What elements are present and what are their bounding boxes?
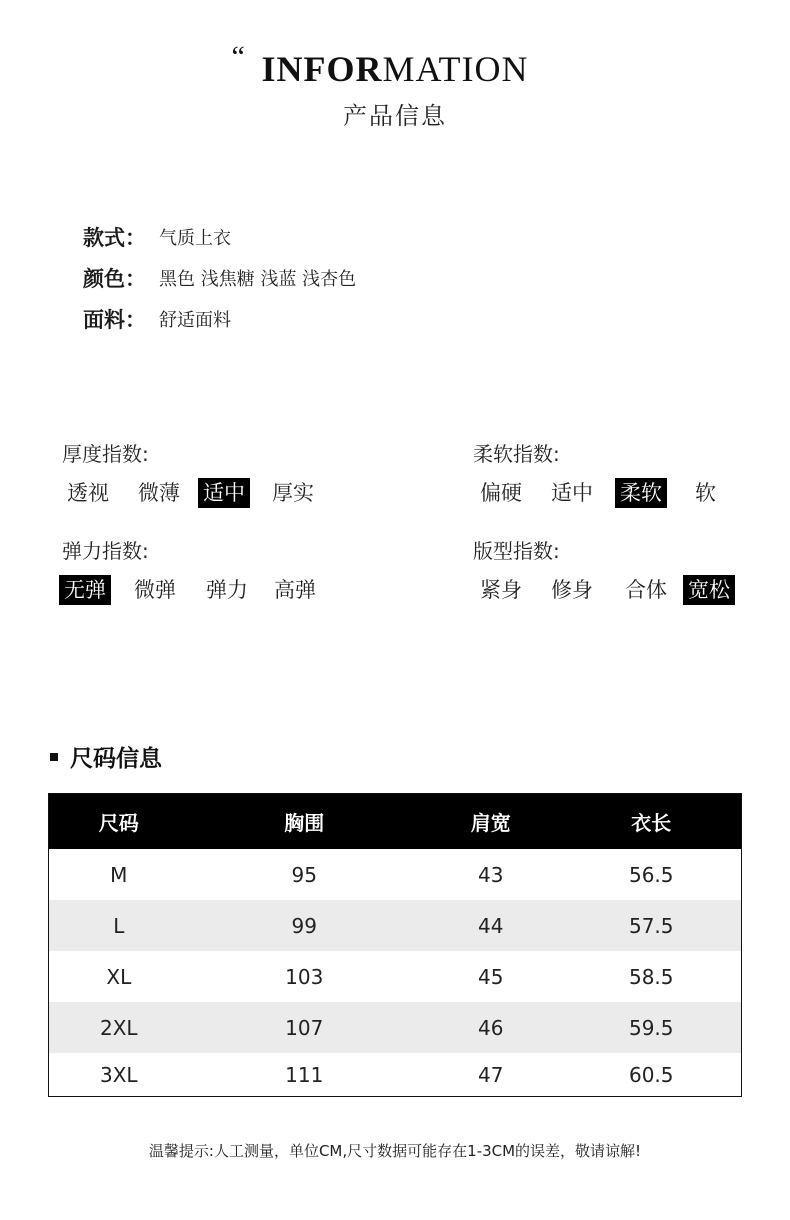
info-value: 气质上衣 [159,227,231,249]
table-cell: 56.5 [628,862,674,887]
information-header [0,40,790,131]
index-option: 无弹 [59,575,111,605]
index-option: 合体 [625,578,667,602]
elasticity-index [62,535,342,605]
table-cell: 43 [477,862,504,887]
index-options [62,478,342,508]
index-option: 宽松 [683,575,735,605]
column-header: 肩宽 [470,811,511,835]
table-cell: 95 [291,862,317,887]
softness-index [473,438,743,508]
product-info-list [83,216,356,339]
info-row-fabric [83,298,356,339]
index-option: 修身 [551,578,593,602]
index-option: 柔软 [615,478,667,508]
table-cell: 45 [477,964,504,989]
table-cell: 107 [285,1015,324,1040]
fit-index [473,535,748,605]
table-cell: 44 [477,913,504,938]
square-bullet-icon [50,753,58,761]
info-value: 黑色 浅焦糖 浅蓝 浅杏色 [159,268,357,290]
size-info-title: 尺码信息 [70,746,162,772]
index-option: 适中 [551,481,593,505]
index-option: 紧身 [480,578,522,602]
info-key: 面料： [83,307,146,332]
table-cell: XL [106,964,132,989]
index-option: 厚实 [272,481,314,505]
title-bold-part: INFOR [261,49,383,89]
index-option: 偏硬 [480,481,522,505]
index-label: 弹力指数: [62,539,149,563]
info-key: 颜色： [83,266,146,291]
index-options [473,575,748,605]
size-table [48,793,742,1097]
index-option: 透视 [67,481,109,505]
table-cell: 3XL [100,1062,138,1087]
index-option: 弹力 [206,578,248,602]
table-cell: M [110,862,128,887]
info-row-style [83,216,356,257]
table-cell: 46 [477,1015,504,1040]
table-row [49,849,741,900]
measurement-note: 温馨提示:人工测量，单位CM,尺寸数据可能存在1-3CM的误差，敬请谅解! [148,1142,642,1160]
information-subtitle: 产品信息 [343,102,447,130]
table-cell: 58.5 [628,964,674,989]
quote-mark: “ [231,40,246,73]
info-row-color [83,257,356,298]
index-label: 版型指数: [473,539,560,563]
index-option: 适中 [198,478,250,508]
title-regular-part: MATION [382,49,529,89]
fabric-indices [0,438,790,628]
index-label: 柔软指数: [473,442,560,466]
table-cell: 103 [285,964,324,989]
table-cell: 99 [291,913,317,938]
table-cell: L [113,913,125,938]
table-row [49,1002,741,1053]
information-title [231,40,529,90]
index-label: 厚度指数: [62,442,149,466]
table-cell: 47 [477,1062,504,1087]
index-options [473,478,743,508]
table-header-row [49,794,741,849]
index-option: 高弹 [274,578,316,602]
column-header: 尺码 [98,811,139,835]
table-cell: 60.5 [628,1062,674,1087]
table-cell: 57.5 [628,913,674,938]
table-row [49,900,741,951]
index-options [62,575,342,605]
index-option: 微薄 [138,481,180,505]
table-row [49,1053,741,1096]
size-info-heading [50,740,162,773]
info-key: 款式： [83,225,146,250]
table-cell: 59.5 [628,1015,674,1040]
table-cell: 2XL [100,1015,138,1040]
column-header: 胸围 [284,811,325,835]
index-option: 微弹 [134,578,176,602]
table-cell: 111 [285,1062,324,1087]
table-row [49,951,741,1002]
index-option: 软 [695,481,716,505]
thickness-index [62,438,342,508]
info-value: 舒适面料 [159,309,231,331]
column-header: 衣长 [631,811,672,835]
